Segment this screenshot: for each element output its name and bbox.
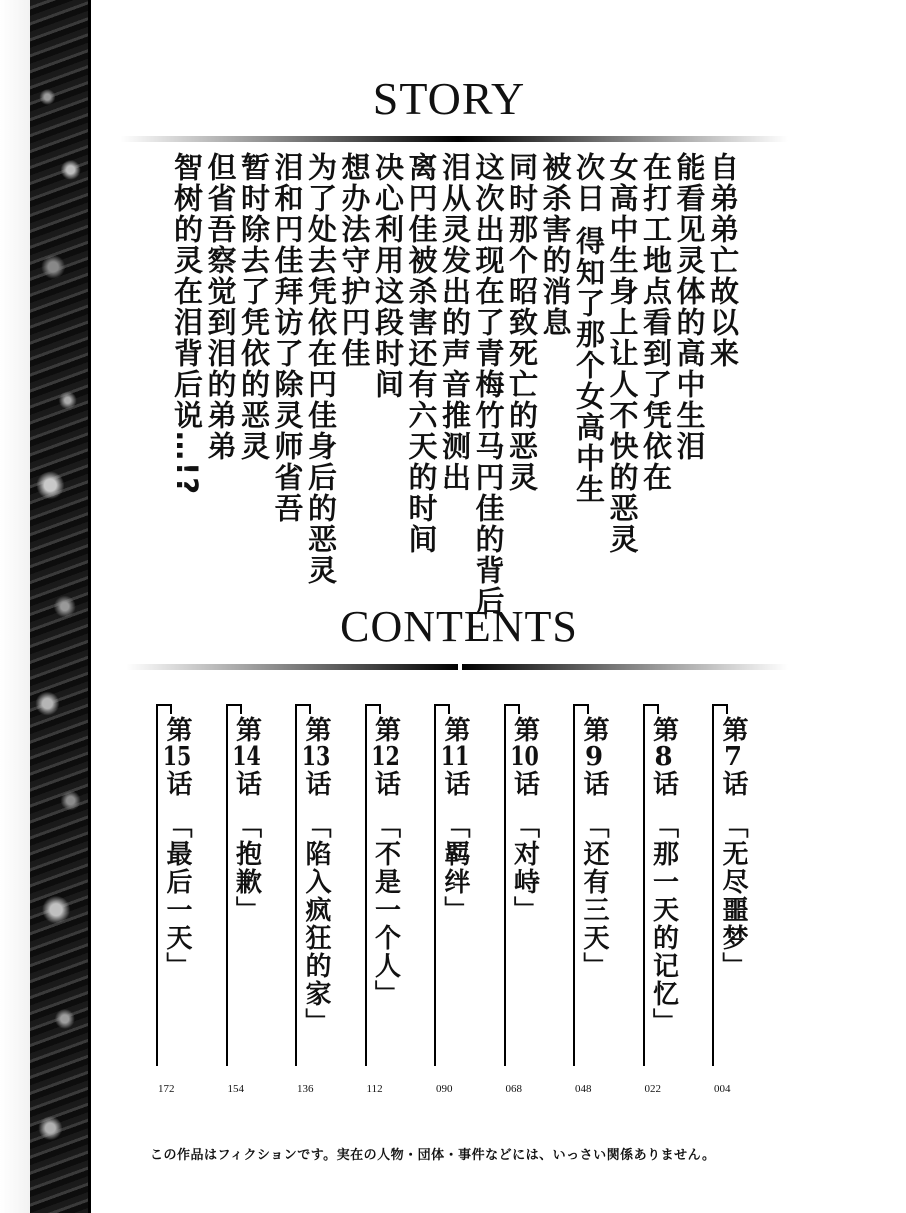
entry-title: 「那一天的记忆」: [648, 812, 679, 1036]
entry-prefix: 第: [718, 716, 748, 744]
story-line: 泪从灵发出的声音推测出: [438, 152, 472, 493]
entry-guide-line: [295, 704, 297, 1066]
entry-prefix: 第: [440, 716, 470, 744]
entry-suffix: 话: [440, 770, 470, 798]
entry-number: 11: [440, 744, 470, 770]
entry-page-number: 172: [158, 1083, 175, 1095]
entry-title: 「最后一天」: [162, 812, 192, 980]
entry-guide-line: [365, 704, 367, 1066]
contents-rule-left: [126, 664, 458, 670]
entry-number: 12: [371, 744, 400, 770]
story-line: 为了处去凭依在円佳身后的恶灵: [304, 152, 338, 586]
entry-title: 「对峙」: [509, 812, 540, 924]
entry-guide-line: [712, 704, 714, 1066]
entry-guide-line: [573, 704, 575, 1066]
entry-suffix: 话: [718, 770, 748, 798]
entry-label: [301, 716, 331, 1036]
entry-number: 13: [301, 744, 331, 770]
entry-page-number: 090: [436, 1083, 453, 1095]
entry-prefix: 第: [370, 716, 401, 744]
entry-page-number: 136: [297, 1083, 314, 1095]
entry-label: [371, 716, 401, 1008]
entry-page-number: 022: [644, 1083, 661, 1095]
entry-suffix: 话: [301, 770, 331, 798]
story-line: 次日 得知了那个女高中生: [572, 152, 606, 506]
entry-guide-notch: [448, 706, 450, 714]
entry-title: 「抱歉」: [231, 812, 262, 924]
entry-page-number: 112: [366, 1083, 383, 1095]
entry-label: [649, 716, 679, 1036]
entry-number: 8: [654, 744, 673, 770]
entry-number: 7: [723, 744, 743, 770]
entry-number: 10: [510, 744, 539, 770]
entry-prefix: 第: [301, 716, 331, 744]
entry-label: [440, 716, 470, 924]
contents-heading: CONTENTS: [340, 602, 578, 651]
contents-rule-right: [462, 664, 788, 670]
story-line: 女高中生身上让人不快的恶灵: [605, 152, 640, 555]
entry-guide-line: [226, 704, 228, 1066]
fiction-disclaimer: この作品はフィクションです。実在の人物・団体・事件などには、いっさい関係ありません。: [150, 1148, 716, 1163]
entry-suffix: 话: [370, 770, 401, 798]
entry-prefix: 第: [162, 716, 192, 744]
entry-guide-line: [643, 704, 645, 1066]
entry-label: [510, 716, 540, 924]
story-line: 被杀害的消息: [538, 152, 573, 338]
entry-guide-notch: [309, 706, 311, 714]
story-line: 泪和円佳拜访了除灵师省吾: [270, 152, 305, 524]
story-line: 离円佳被杀害还有六天的时间: [404, 152, 439, 555]
entry-guide-line: [434, 704, 436, 1066]
entry-title: 「还有三天」: [579, 812, 609, 980]
entry-label: [718, 716, 748, 980]
story-line: 智树的灵在泪背后说…!?: [170, 152, 204, 497]
entry-suffix: 话: [509, 770, 540, 798]
story-line: 同时那个昭致死亡的恶灵: [505, 152, 539, 493]
story-line: 能看见灵体的高中生泪: [672, 152, 707, 462]
entry-prefix: 第: [648, 716, 679, 744]
entry-guide-notch: [170, 706, 172, 714]
entry-guide-notch: [587, 706, 589, 714]
entry-page-number: 048: [575, 1083, 592, 1095]
entry-title: 「不是一个人」: [370, 812, 401, 1008]
story-line: 但省吾察觉到泪的弟弟: [203, 152, 238, 462]
entry-suffix: 话: [231, 770, 262, 798]
entry-number: 14: [232, 744, 261, 770]
entry-label: [579, 716, 609, 980]
entry-title: 「羁绊」: [440, 812, 470, 924]
story-line: 在打工地点看到了凭依在: [639, 152, 673, 493]
entry-page-number: 154: [227, 1083, 244, 1095]
entry-page-number: 004: [714, 1083, 731, 1095]
story-line: 暂时除去了凭依的恶灵: [237, 152, 271, 462]
entry-number: 15: [162, 744, 192, 770]
entry-number: 9: [584, 744, 604, 770]
entry-guide-notch: [657, 706, 659, 714]
entry-guide-line: [504, 704, 506, 1066]
entry-title: 「陷入疯狂的家」: [301, 812, 331, 1036]
entry-label: [232, 716, 262, 924]
story-line: 自弟弟亡故以来: [706, 152, 740, 369]
entry-guide-notch: [518, 706, 520, 714]
entry-guide-line: [156, 704, 158, 1066]
entry-prefix: 第: [579, 716, 609, 744]
entry-guide-notch: [240, 706, 242, 714]
entry-suffix: 话: [162, 770, 192, 798]
entry-prefix: 第: [231, 716, 262, 744]
entry-guide-notch: [379, 706, 381, 714]
entry-page-number: 068: [505, 1083, 522, 1095]
entry-prefix: 第: [509, 716, 540, 744]
entry-label: [162, 716, 192, 980]
story-rule-left: [120, 136, 458, 142]
entry-guide-notch: [726, 706, 728, 714]
story-line: 想办法守护円佳: [337, 152, 372, 369]
entry-suffix: 话: [579, 770, 609, 798]
entry-suffix: 话: [648, 770, 679, 798]
story-line: 决心利用这段时间: [371, 152, 405, 400]
entry-title: 「无尽噩梦」: [718, 812, 748, 980]
story-heading: STORY: [372, 73, 526, 124]
story-line: 这次出现在了青梅竹马円佳的背后: [471, 152, 506, 617]
story-rule-right: [458, 136, 788, 142]
